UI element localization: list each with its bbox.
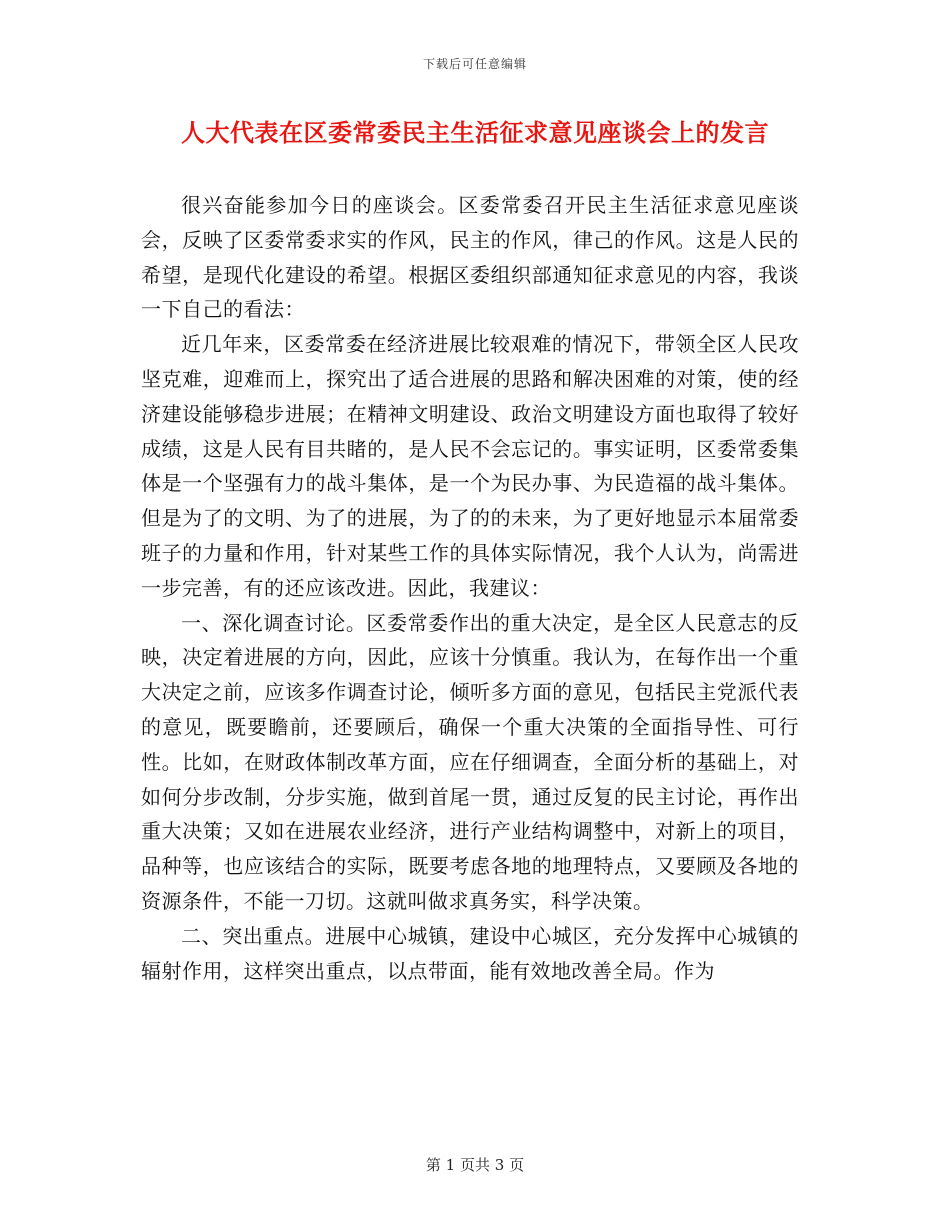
document-title: 人大代表在区委常委民主生活征求意见座谈会上的发言 bbox=[181, 118, 769, 147]
paragraph-intro: 很兴奋能参加今日的座谈会。区委常委召开民主生活征求意见座谈会，反映了区委常委求实的作风，民主的作风，律己的作风。这是人民的希望，是现代化建设的希望。根据区委组织部通知征求意见的内容，我谈一下自己的看法： bbox=[141, 193, 799, 322]
paragraph-achievements: 近几年来，区委常委在经济进展比较艰难的情况下，带领全区人民攻坚克难，迎难而上，探究出了适合进展的思路和解决困难的对策，使的经济建设能够稳步进展；在精神文明建设、政治文明建设方面也取得了较好成绩，这是人民有目共睹的，是人民不会忘记的。事实证明，区委常委集体是一个坚强有力的战斗集体，是一个为民办事、为民造福的战斗集体。但是为了的文明、为了的进展，为了的的未来，为了更好地显示本届常委班子的力量和作用，针对某些工作的具体实际情况，我个人认为，尚需进一步完善，有的还应该改进。因此，我建议： bbox=[141, 332, 799, 600]
paragraph-suggestion-focus: 二、突出重点。进展中心城镇，建设中心城区，充分发挥中心城镇的辐射作用，这样突出重点，以点带面，能有效地改善全局。作为 bbox=[141, 923, 799, 983]
paragraph-suggestion-research: 一、深化调查讨论。区委常委作出的重大决定，是全区人民意志的反映，决定着进展的方向，因此，应该十分慎重。我认为，在每作出一个重大决定之前，应该多作调查讨论，倾听多方面的意见，包括民主党派代表的意见，既要瞻前，还要顾后，确保一个重大决策的全面指导性、可行性。比如，在财政体制改革方面，应在仔细调查，全面分析的基础上，对如何分步改制，分步实施，做到首尾一贯，通过反复的民主讨论，再作出重大决策；又如在进展农业经济，进行产业结构调整中，对新上的项目，品种等，也应该结合的实际，既要考虑各地的地理特点，又要顾及各地的资源条件，不能一刀切。这就叫做求真务实，科学决策。 bbox=[141, 610, 799, 913]
document-body bbox=[141, 188, 799, 988]
page-number-footer: 第 1 页共 3 页 bbox=[425, 1156, 525, 1174]
page-header-note: 下载后可任意编辑 bbox=[422, 57, 527, 71]
